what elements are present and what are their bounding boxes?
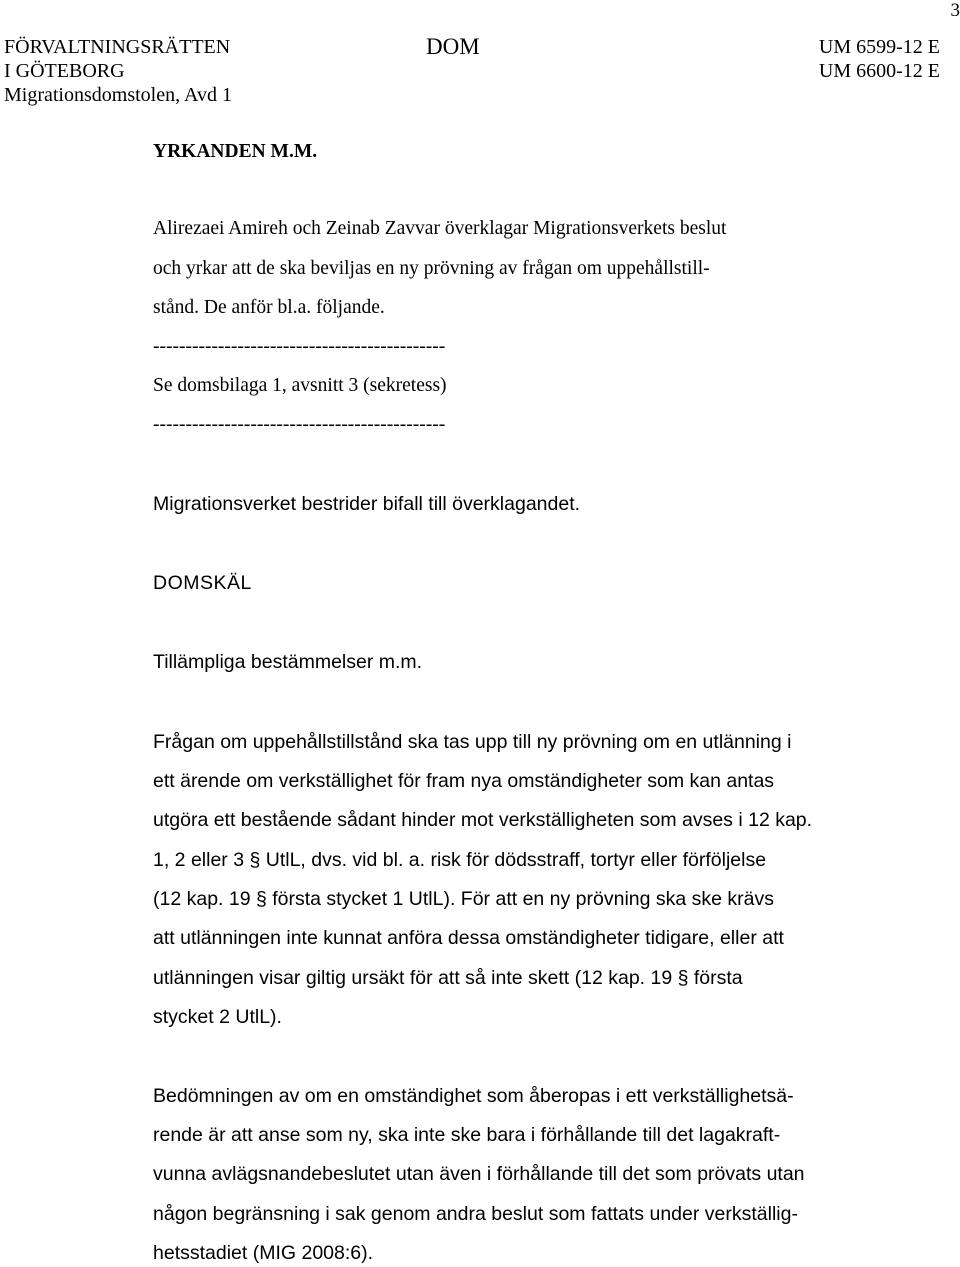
court-name-block xyxy=(4,35,232,107)
document-type: DOM xyxy=(426,34,480,59)
paragraph-1-line: utgöra ett bestående sådant hinder mot verkställigheten som avses i 12 kap. xyxy=(153,809,813,831)
section-heading-domskal: DOMSKÄL xyxy=(153,572,252,594)
paragraph-2-line: rende är att anse som ny, ska inte ske bara i förhållande till det lagakraft- xyxy=(153,1124,781,1146)
paragraph-1-line: (12 kap. 19 § första stycket 1 UtlL). För att en ny prövning ska ske krävs xyxy=(153,888,775,910)
page-number: 3 xyxy=(950,0,960,21)
case-number-1: UM 6599-12 E xyxy=(818,36,940,58)
migrationsverket-statement: Migrationsverket bestrider bifall till överklagandet. xyxy=(153,493,581,515)
subheading-bestammelser: Tillämpliga bestämmelser m.m. xyxy=(153,651,423,673)
paragraph-1-line: ett ärende om verkställighet för fram nya omständigheter som kan antas xyxy=(153,770,775,792)
paragraph-2-line: hetsstadiet (MIG 2008:6). xyxy=(153,1242,374,1264)
case-numbers xyxy=(819,35,940,83)
case-number-2: UM 6600-12 E xyxy=(818,60,940,82)
paragraph-1-line: Frågan om uppehållstillstånd ska tas upp till ny prövning om en utlänning i xyxy=(153,731,792,753)
court-division: Migrationsdomstolen, Avd 1 xyxy=(4,84,232,106)
paragraph-2-line: Bedömningen av om en omständighet som åberopas i ett verkställighetsä- xyxy=(153,1085,794,1107)
court-name-line-2: I GÖTEBORG xyxy=(4,60,125,82)
paragraph-1-line: utlänningen visar giltig ursäkt för att så inte skett (12 kap. 19 § första xyxy=(153,967,743,989)
court-name-line-1: FÖRVALTNINGSRÄTTEN xyxy=(4,36,231,58)
yrkanden-line-3: stånd. De anför bl.a. följande. xyxy=(153,297,385,318)
separator-top: --------------------------------------------- xyxy=(153,336,446,357)
paragraph-1-line: att utlänningen inte kunnat anföra dessa omständigheter tidigare, eller att xyxy=(153,927,784,949)
paragraph-1-line: 1, 2 eller 3 § UtlL, dvs. vid bl. a. risk för dödsstraff, tortyr eller förföljelse xyxy=(153,849,767,871)
yrkanden-line-1: Alirezaei Amireh och Zeinab Zavvar överklagar Migrationsverkets beslut xyxy=(153,218,727,239)
paragraph-2-line: vunna avlägsnandebeslutet utan även i förhållande till det som prövats utan xyxy=(153,1163,805,1185)
paragraph-1-line: stycket 2 UtlL). xyxy=(153,1006,282,1028)
sekretess-reference: Se domsbilaga 1, avsnitt 3 (sekretess) xyxy=(153,375,447,396)
separator-bottom: --------------------------------------------- xyxy=(153,414,446,435)
yrkanden-line-2: och yrkar att de ska beviljas en ny prövning av frågan om uppehållstill- xyxy=(153,258,710,279)
paragraph-2-line: någon begränsning i sak genom andra beslut som fattats under verkställig- xyxy=(153,1203,798,1225)
section-heading-yrkanden: YRKANDEN M.M. xyxy=(153,141,318,162)
